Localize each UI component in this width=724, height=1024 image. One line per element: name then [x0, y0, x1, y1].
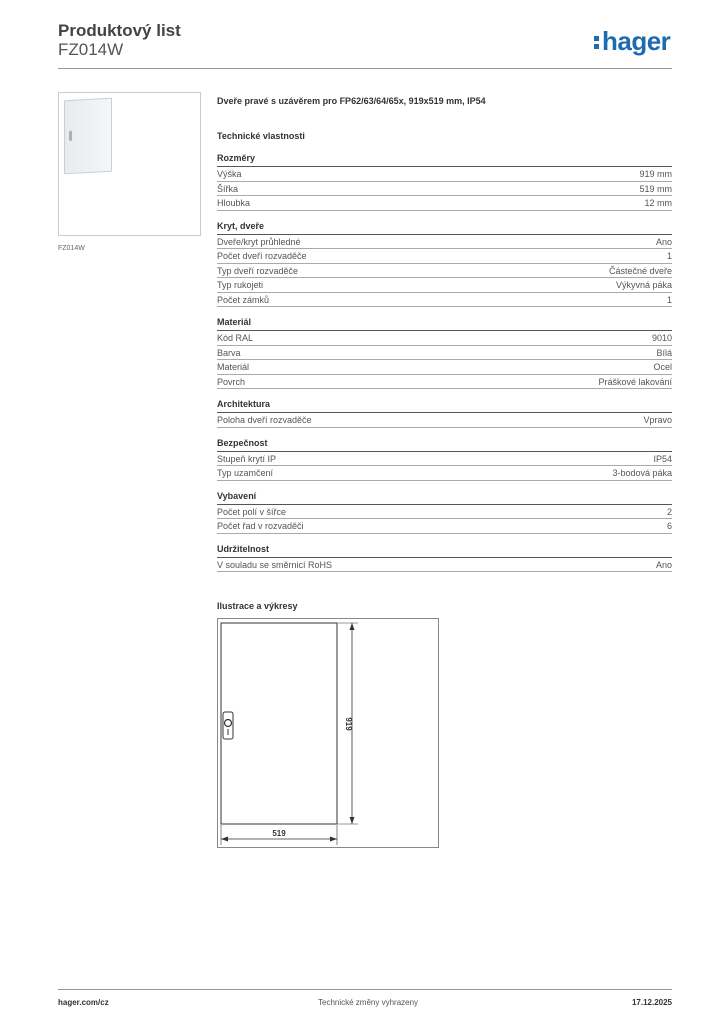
section-title: Udržitelnost [217, 544, 672, 558]
spec-row [217, 413, 672, 428]
spec-value: 919 mm [639, 169, 672, 179]
footer-date: 17.12.2025 [631, 998, 672, 1007]
spec-value: Ocel [653, 362, 672, 372]
section-title: Kryt, dveře [217, 221, 672, 235]
spec-row [217, 264, 672, 279]
door-handle-icon [69, 131, 72, 141]
spec-row [217, 466, 672, 481]
spec-value: Vpravo [643, 415, 672, 425]
spec-label: Počet polí v šířce [217, 506, 287, 517]
spec-label: Barva [217, 347, 241, 358]
spec-value: Částečné dveře [608, 265, 672, 276]
spec-label: Hloubka [217, 198, 251, 208]
spec-label: Dveře/kryt průhledné [217, 236, 301, 247]
spec-row [217, 346, 672, 361]
product-title: Dveře pravé s uzávěrem pro FP62/63/64/65x, 919x519 mm, IP54 [217, 96, 486, 106]
thumbnail-caption: FZ014W [58, 245, 85, 252]
section-title: Rozměry [217, 153, 672, 167]
spec-row [217, 558, 672, 573]
page-title: Produktový list [58, 21, 181, 40]
height-arrow-bottom-icon [350, 817, 355, 824]
spec-label: V souladu se směrnicí RoHS [217, 559, 333, 570]
spec-value: 1 [666, 294, 672, 305]
spec-row [217, 375, 672, 390]
spec-row [217, 167, 672, 182]
spec-value: Ano [655, 236, 672, 247]
spec-row [217, 182, 672, 197]
spec-row [217, 278, 672, 293]
spec-label: Šířka [217, 183, 239, 194]
spec-sections [217, 153, 672, 572]
lock-icon [225, 720, 232, 727]
spec-value: Výkyvná páka [615, 280, 672, 290]
spec-label: Stupeň krytí IP [217, 453, 277, 464]
spec-label: Povrch [217, 376, 246, 387]
spec-row [217, 505, 672, 520]
tech-heading: Technické vlastnosti [217, 131, 305, 141]
spec-row [217, 249, 672, 264]
spec-value: Bílá [656, 347, 672, 358]
spec-value: 2 [666, 506, 672, 517]
logo-dots-icon [594, 32, 600, 52]
spec-row [217, 331, 672, 346]
door-outline [221, 623, 337, 824]
door-image-icon [64, 98, 112, 175]
width-label: 519 [272, 829, 286, 838]
footer-disclaimer: Technické změny vyhrazeny [318, 998, 419, 1007]
section-title: Materiál [217, 317, 672, 331]
spec-value: 3-bodová páka [612, 468, 672, 478]
footer-divider [58, 989, 672, 990]
spec-label: Výška [217, 169, 242, 179]
spec-value: 1 [666, 251, 672, 261]
spec-row [217, 360, 672, 375]
illustration-title: Ilustrace a výkresy [217, 601, 298, 611]
product-details [217, 96, 672, 572]
header-divider [58, 68, 672, 69]
footer-website[interactable]: hager.com/cz [58, 998, 109, 1007]
spec-value: IP54 [653, 453, 672, 464]
hager-logo [594, 26, 670, 57]
spec-label: Počet řad v rozvaděči [217, 521, 304, 531]
spec-label: Typ dveří rozvaděče [217, 265, 299, 276]
spec-row [217, 196, 672, 211]
height-label: 919 [344, 717, 353, 731]
logo-text: hager [602, 26, 671, 56]
spec-row [217, 235, 672, 250]
spec-label: Typ rukojeti [217, 280, 264, 290]
spec-value: Práškové lakování [598, 376, 672, 387]
spec-row [217, 293, 672, 308]
spec-value: Ano [655, 559, 672, 570]
door-drawing [218, 619, 440, 849]
spec-label: Poloha dveří rozvaděče [217, 415, 312, 425]
height-arrow-top-icon [350, 623, 355, 630]
spec-value: 9010 [651, 333, 672, 343]
section-title: Architektura [217, 399, 672, 413]
spec-label: Počet dveří rozvaděče [217, 251, 307, 261]
spec-value: 12 mm [644, 198, 672, 208]
spec-label: Počet zámků [217, 294, 270, 305]
spec-row [217, 452, 672, 467]
spec-value: 6 [666, 521, 672, 531]
illustration-box [217, 618, 439, 848]
product-code: FZ014W [58, 40, 124, 59]
spec-value: 519 mm [639, 183, 672, 194]
width-arrow-left-icon [221, 837, 228, 842]
section-title: Vybavení [217, 491, 672, 505]
spec-label: Typ uzamčení [217, 468, 274, 478]
spec-label: Kód RAL [217, 333, 254, 343]
section-title: Bezpečnost [217, 438, 672, 452]
width-arrow-right-icon [330, 837, 337, 842]
spec-row [217, 519, 672, 534]
product-thumbnail [58, 92, 201, 236]
spec-label: Materiál [217, 362, 250, 372]
